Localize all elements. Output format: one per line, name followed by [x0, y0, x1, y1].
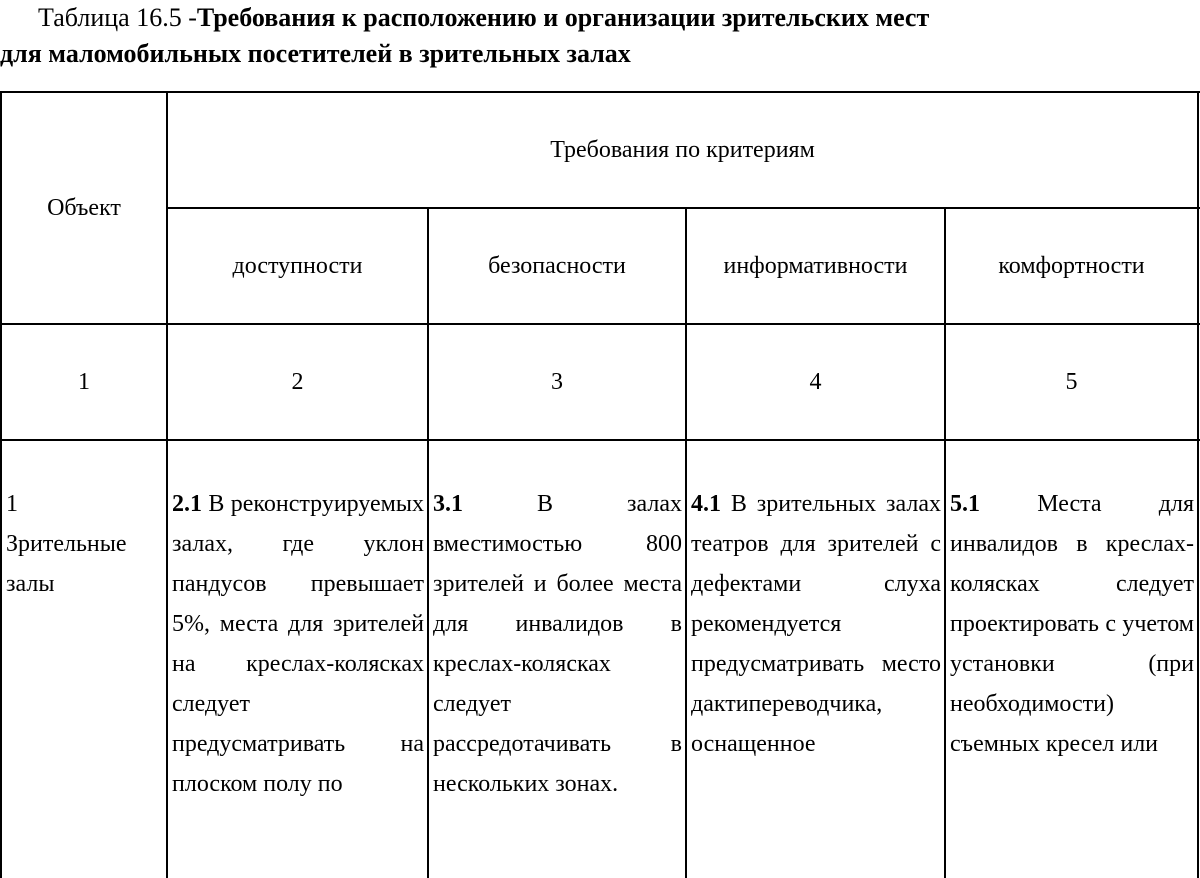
caption-title-line-2: для маломобильных посетителей в зрительных залах	[0, 39, 631, 68]
clause-text: В реконструируемых залах, где уклон пандусов превышает 5%, места для зрителей на креслах-колясках следует предусматривать на плоском полу по	[172, 491, 424, 797]
border-right	[1197, 91, 1199, 878]
row-object	[6, 484, 164, 604]
clause-text: Места для инвалидов в креслах-колясках следует проектировать с учетом установки (при необходимости) съемных кресел или	[950, 491, 1194, 757]
clause-number: 5.1	[950, 491, 980, 517]
cell-informativeness	[691, 484, 941, 764]
clause-number: 3.1	[433, 491, 463, 517]
header-col-safety: безопасности	[488, 252, 626, 279]
header-group: Требования по критериям	[550, 136, 815, 163]
col-number-1: 1	[78, 368, 90, 395]
border-numbers-bottom	[0, 439, 1200, 441]
clause-text: В зрительных залах театров для зрителей с дефектами слуха рекомендуется предусматривать место дактипереводчика, оснащенное	[691, 491, 941, 757]
clause-number: 4.1	[691, 491, 721, 517]
clause-text: В залах вместимостью 800 зрителей и более места для инвалидов в креслах-колясках следует рассредотачивать в нескольких зонах.	[433, 491, 683, 797]
col-number-3: 3	[551, 368, 563, 395]
cell-safety	[433, 484, 682, 804]
header-col-accessibility: доступности	[232, 252, 363, 279]
caption-title-line-1: Требования к расположению и организации зрительских мест	[196, 3, 930, 32]
row-object-number: 1	[6, 491, 18, 517]
cell-comfort	[950, 484, 1194, 764]
col-number-4: 4	[809, 368, 822, 395]
col-number-2: 2	[291, 368, 304, 395]
cell-accessibility	[172, 484, 424, 804]
row-object-name: Зрительные залы	[6, 531, 127, 597]
header-object: Объект	[47, 194, 121, 221]
caption-prefix: Таблица 16.5 -	[38, 3, 197, 32]
header-col-comfort: комфортности	[998, 252, 1145, 279]
header-col-informativeness: информативности	[723, 252, 908, 279]
col-number-5: 5	[1065, 368, 1078, 395]
clause-number: 2.1	[172, 491, 202, 517]
